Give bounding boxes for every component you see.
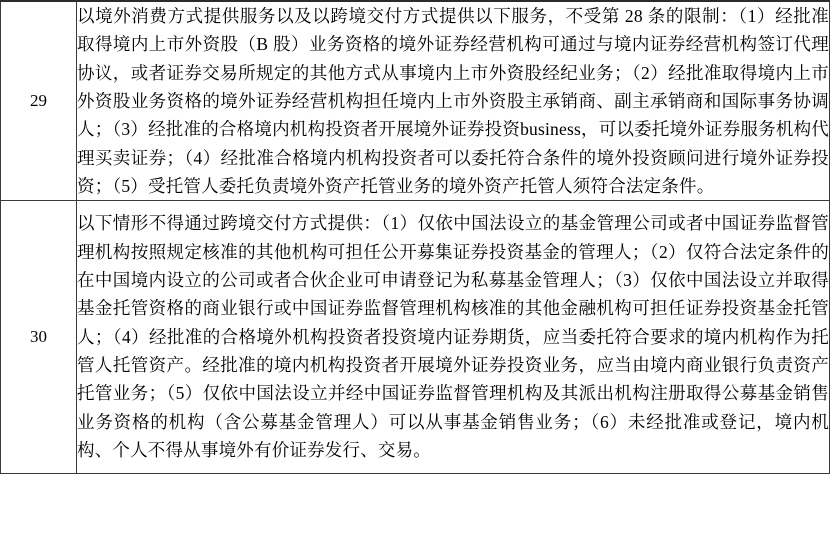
- paragraph-text: 以境外消费方式提供服务以及以跨境交付方式提供以下服务，不受第 28 条的限制：（1）经批准取得境内上市外资股（B 股）业务资格的境外证券经营机构可通过与境内证券经营机构签订代理协议，或者证券交易所规定的其他方式从事境内上市外资股经纪业务；（2）经批准取得境内上市外资股业务资格的境外证券经营机构担任境内上市外资股主承销商、副主承销商和国际事务协调人；（3）经批准的合格境内机构投资者开展境外证券投资business，可以委托境外证券服务机构代理买卖证券；（4）经批准合格境内机构投资者可以委托符合条件的境外投资顾问进行境外证券投资；（5）受托管人委托负责境外资产托管业务的境外资产托管人须符合法定条件。: [77, 6, 829, 197]
- table-body: [1, 1, 830, 473]
- row-text-cell: [77, 201, 830, 473]
- row-number-cell: 29: [1, 1, 77, 201]
- row-text-cell: [77, 1, 830, 201]
- table-row: [1, 201, 830, 473]
- row-number-cell: 30: [1, 201, 77, 473]
- paragraph-text: 以下情形不得通过跨境交付方式提供：（1）仅依中国法设立的基金管理公司或者中国证券监督管理机构按照规定核准的其他机构可担任公开募集证券投资基金的管理人；（2）仅符合法定条件的在中国境内设立的公司或者合伙企业可申请登记为私募基金管理人；（3）仅依中国法设立并取得基金托管资格的商业银行或中国证券监督管理机构核准的其他金融机构可担任证券投资基金托管人；（4）经批准的合格境外机构投资者投资境内证券期货，应当委托符合要求的境内机构作为托管人托管资产。经批准的境内机构投资者开展境外证券投资业务，应当由境内商业银行负责资产托管业务；（5）仅依中国法设立并经中国证券监督管理机构及其派出机构注册取得公募基金销售业务资格的机构（含公募基金管理人）可以从事基金销售业务；（6）未经批准或登记，境内机构、个人不得从事境外有价证券发行、交易。: [77, 213, 829, 461]
- table-row: [1, 1, 830, 201]
